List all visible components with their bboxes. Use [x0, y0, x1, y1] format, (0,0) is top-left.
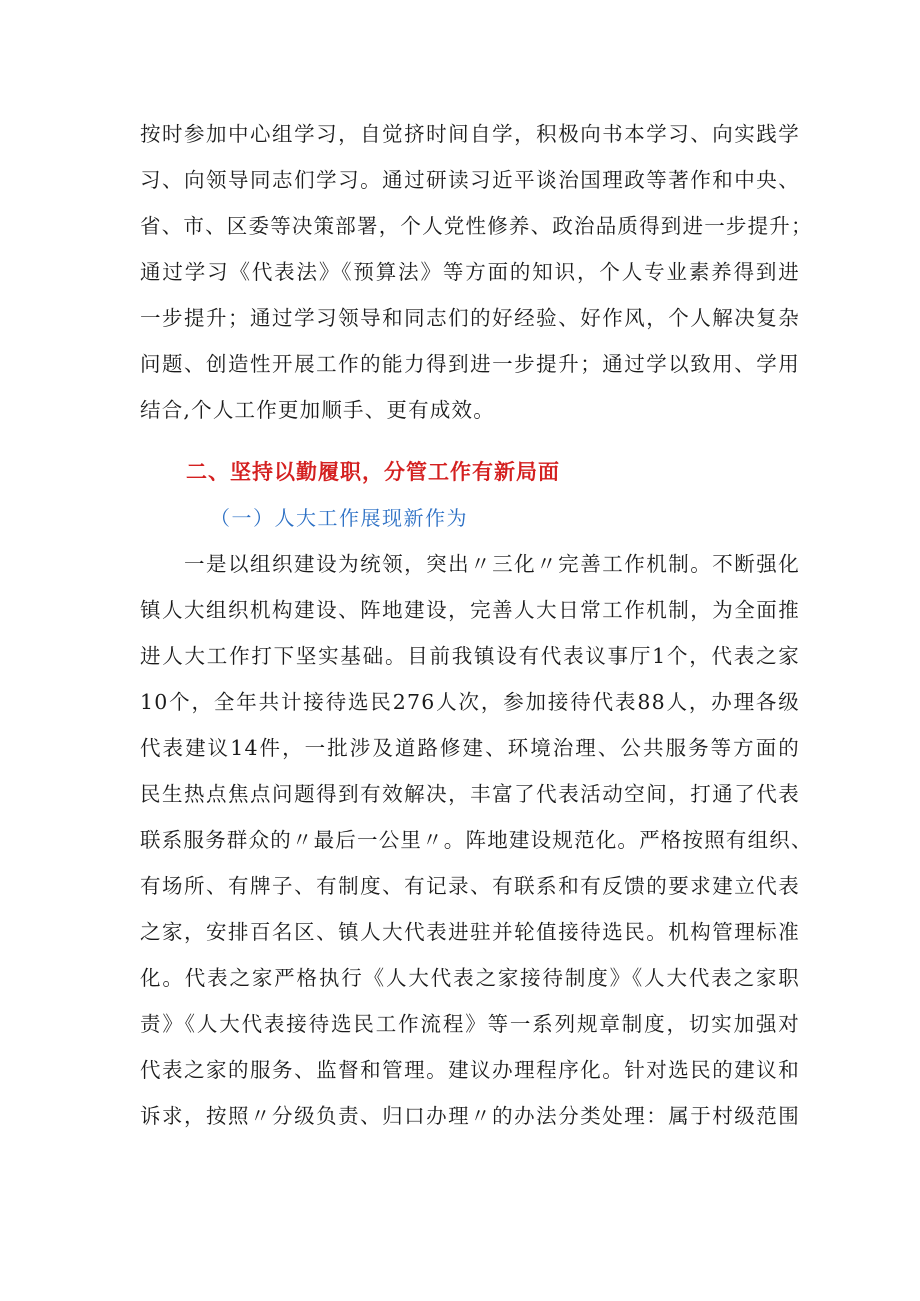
- paragraph-line: 诉求，按照〃分级负责、归口办理〃的办法分类处理：属于村级范围: [140, 1104, 800, 1128]
- paragraph-line: 通过学习《代表法》《预算法》等方面的知识，个人专业素养得到进: [140, 260, 800, 284]
- paragraph-line: 镇人大组织机构建设、阵地建设，完善人大日常工作机制，为全面推: [140, 598, 800, 622]
- paragraph-line: 省、市、区委等决策部署，个人党性修养、政治品质得到进一步提升；: [140, 214, 813, 238]
- paragraph-npc-work: [140, 541, 813, 1139]
- paragraph-line: 有场所、有牌子、有制度、有记录、有联系和有反馈的要求建立代表: [140, 874, 800, 898]
- paragraph-line: 问题、创造性开展工作的能力得到进一步提升；通过学以致用、学用: [140, 352, 800, 376]
- paragraph-line: 习、向领导同志们学习。通过研读习近平谈治国理政等著作和中央、: [140, 168, 800, 192]
- paragraph-line: 10个，全年共计接待选民276人次，参加接待代表88人，办理各级: [140, 690, 800, 714]
- section-heading: 二、坚持以勤履职，分管工作有新局面: [186, 460, 560, 484]
- paragraph-line: 之家，安排百名区、镇人大代表进驻并轮值接待选民。机构管理标准: [140, 920, 800, 944]
- paragraph-line: 代表之家的服务、监督和管理。建议办理程序化。针对选民的建议和: [140, 1058, 800, 1082]
- paragraph-line: 进人大工作打下坚实基础。目前我镇设有代表议事厅1个，代表之家: [140, 644, 800, 668]
- subsection-heading: （一）人大工作展现新作为: [210, 506, 468, 530]
- paragraph-line: 一是以组织建设为统领，突出〃三化〃完善工作机制。不断强化: [184, 552, 800, 576]
- paragraph-line: 结合,个人工作更加顺手、更有成效。: [140, 398, 495, 422]
- paragraph-line: 联系服务群众的〃最后一公里〃。阵地建设规范化。严格按照有组织、: [140, 828, 813, 852]
- paragraph-line: 一步提升；通过学习领导和同志们的好经验、好作风，个人解决复杂: [140, 306, 800, 330]
- paragraph-line: 按时参加中心组学习，自觉挤时间自学，积极向书本学习、向实践学: [140, 122, 800, 146]
- paragraph-line: 代表建议14件，一批涉及道路修建、环境治理、公共服务等方面的: [140, 736, 800, 760]
- paragraph-line: 民生热点焦点问题得到有效解决，丰富了代表活动空间，打通了代表: [140, 782, 800, 806]
- paragraph-line: 责》《人大代表接待选民工作流程》等一系列规章制度，切实加强对: [140, 1012, 800, 1036]
- paragraph-study: [140, 111, 813, 433]
- paragraph-line: 化。代表之家严格执行《人大代表之家接待制度》《人大代表之家职: [140, 966, 800, 990]
